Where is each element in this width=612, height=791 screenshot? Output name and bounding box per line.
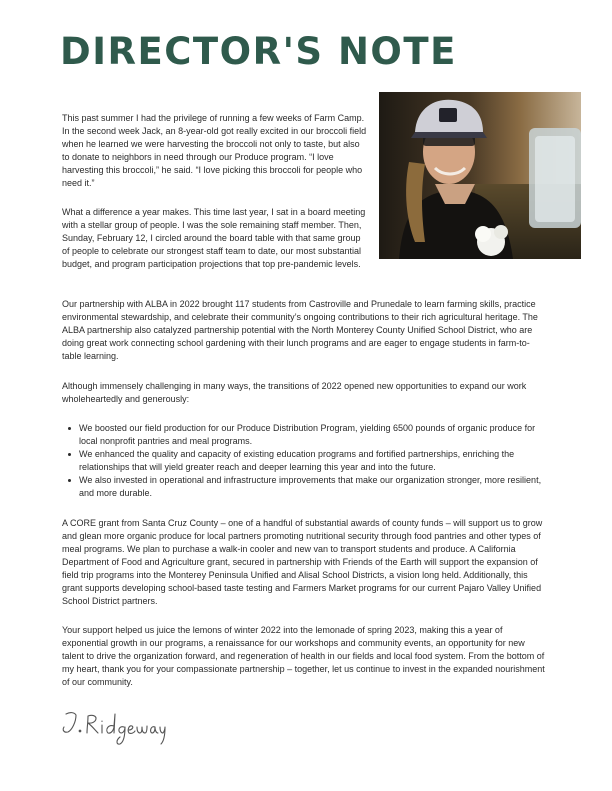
paragraph-farm-camp: This past summer I had the privilege of running a few weeks of Farm Camp. In the second week Jack, an 8-year-old got really excited in our broccoli field when he learned we were harvesting the broccoli not only to taste, but also to donate to neighbors in need through our Produce program. “I love harvesting this broccoli,” he said. “I love picking this broccoli for people who need it.” (62, 113, 367, 188)
page-title: DIRECTOR'S NOTE (60, 30, 457, 73)
paragraph-support-thanks: Your support helped us juice the lemons of winter 2022 into the lemonade of spring 2023, making this a year of exponential growth in our programs, a renaissance for our workshops and community events, an opportunity for new talent to drive the organization forward, and regeneration of health in our fields and local food system. From the bottom of my heart, thank you for your compassionate partnership – together, let us continue to invest in the expanded nourishment of our community. (62, 625, 545, 687)
director-photo (379, 92, 581, 259)
paragraph-year-difference: What a difference a year makes. This time last year, I sat in a board meeting with a stellar group of people. I was the sole remaining staff member. Then, Sunday, February 12, I circled around the board table with that same group of people to celebrate our strongest staff team to date, our most substantial budget, and program participation projections that top pre-pandemic levels. (62, 207, 366, 269)
list-item: We enhanced the quality and capacity of existing education programs and fortified partnerships, enriching the relationships that will yield greater reach and deeper learning this year and into the future. (62, 448, 546, 474)
list-item: We boosted our field production for our Produce Distribution Program, yielding 6500 pounds of organic produce for local nonprofit pantries and meal programs. (62, 422, 546, 448)
director-signature (58, 706, 168, 750)
paragraph-core-grant: A CORE grant from Santa Cruz County – one of a handful of substantial awards of county funds – will support us to grow and glean more organic produce for local partners promoting nutritional security through food pantries and other types of meal programs. We plan to purchase a walk-in cooler and new van to transport students and produce. A California Department of Food and Agriculture grant, secured in partnership with Friends of the Earth will support the expansion of field trip programs into the Monterey Peninsula Unified and Alisal School Districts, a vision long held. Additionally, this grant supports developing school-based taste testing and Farmers Market programs for our current Pajaro Valley Unified School District partners. (62, 518, 543, 606)
achievements-list (62, 422, 546, 500)
paragraph-transitions: Although immensely challenging in many ways, the transitions of 2022 opened new opportunities to expand our work wholeheartedly and generously: (62, 381, 527, 404)
paragraph-alba-partnership: Our partnership with ALBA in 2022 brought 117 students from Castroville and Prunedale to learn farming skills, practice environmental stewardship, and celebrate their community’s ongoing contributions to their rich agricultural heritage. The ALBA partnership also catalyzed partnership potential with the North Monterey County Unified School District, who are doing great work connecting school gardening with their lunch programs and are eager to engage students in farm-to-table learning. (62, 299, 538, 361)
list-item: We also invested in operational and infrastructure improvements that make our organization stronger, more resilient, and more durable. (62, 474, 546, 500)
